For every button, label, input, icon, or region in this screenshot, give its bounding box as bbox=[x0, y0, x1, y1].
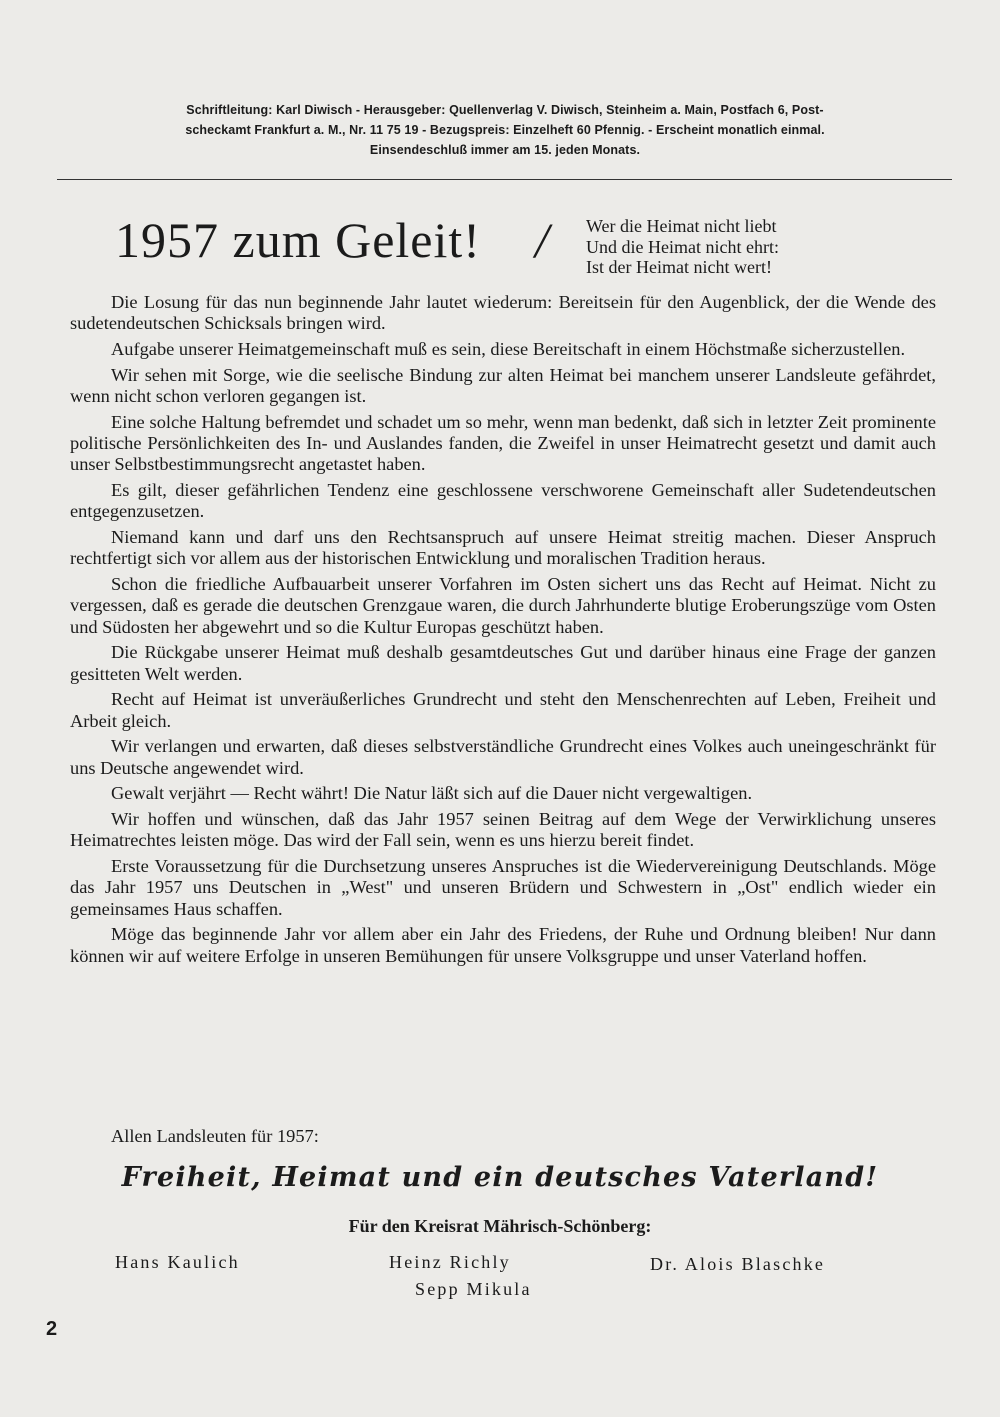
council-heading: Für den Kreisrat Mährisch-Schönberg: bbox=[348, 1216, 652, 1236]
signatory-name: Sepp Mikula bbox=[415, 1279, 532, 1299]
masthead-imprint bbox=[60, 100, 950, 160]
motto-line: Ist der Heimat nicht wert! bbox=[586, 257, 772, 277]
body-paragraph: Schon die friedliche Aufbauarbeit unserer Vorfahren im Osten sichert uns das Recht auf Heimat. Nicht zu vergessen, daß es gerade die deutschen Grenzgaue waren, die durch Jahrhunderte blutige Eroberungszüge vom Osten und Südosten her abgewehrt und so die Kultur Europas geschützt haben. bbox=[70, 574, 936, 637]
page-number: 2 bbox=[46, 1318, 58, 1340]
body-paragraph: Wir sehen mit Sorge, wie die seelische Bindung zur alten Heimat bei manchem unserer Landsleute gefährdet, wenn nicht schon verloren gegangen ist. bbox=[70, 364, 936, 406]
article-body bbox=[70, 292, 936, 971]
masthead-line: Schriftleitung: Karl Diwisch - Herausgeber: Quellenverlag V. Diwisch, Steinheim a. Main, Postfach 6, Post- bbox=[186, 103, 824, 117]
body-paragraph: Es gilt, dieser gefährlichen Tendenz eine geschlossene verschworene Gemeinschaft aller Sudetendeutschen entgegenzusetzen. bbox=[70, 480, 936, 522]
signatory-name: Heinz Richly bbox=[389, 1252, 511, 1272]
slogan-blackletter: Freiheit, Heimat und ein deutsches Vaterland! bbox=[121, 1162, 879, 1193]
body-paragraph: Die Rückgabe unserer Heimat muß deshalb gesamtdeutsches Gut und darüber hinaus eine Frage der ganzen gesitteten Welt werden. bbox=[70, 642, 936, 684]
title-separator: / bbox=[535, 212, 549, 268]
signatory-name: Hans Kaulich bbox=[115, 1252, 240, 1272]
body-paragraph: Erste Voraussetzung für die Durchsetzung unseres Anspruches ist die Wiedervereinigung Deutschlands. Möge das Jahr 1957 uns Deutschen in „West" und unseren Brüdern und Schwestern in „Ost" endlich wieder ein gemeinsames Haus schaffen. bbox=[70, 856, 936, 919]
masthead-line: scheckamt Frankfurt a. M., Nr. 11 75 19 - Bezugspreis: Einzelheft 60 Pfennig. - Erscheint monatlich einmal. bbox=[185, 123, 825, 137]
motto-line: Wer die Heimat nicht liebt bbox=[586, 216, 777, 236]
greeting-line: Allen Landsleuten für 1957: bbox=[111, 1126, 319, 1146]
body-paragraph: Wir hoffen und wünschen, daß das Jahr 1957 seinen Beitrag auf dem Wege der Verwirklichung unseres Heimatrechtes leisten möge. Das wird der Fall sein, wenn es uns hierzu bereit findet. bbox=[70, 809, 936, 851]
body-paragraph: Eine solche Haltung befremdet und schadet um so mehr, wenn man bedenkt, daß sich in letzter Zeit prominente politische Persönlichkeiten des In- und Auslandes fanden, die Zweifel in unser Heimatrecht gesetzt und damit auch unser Selbstbestimmungsrecht angetastet haben. bbox=[70, 411, 936, 475]
body-paragraph: Niemand kann und darf uns den Rechtsanspruch auf unsere Heimat streitig machen. Dieser Anspruch rechtfertigt sich vor allem aus der historischen Entwicklung und moralischen Tradition heraus. bbox=[70, 527, 936, 569]
body-paragraph: Recht auf Heimat ist unveräußerliches Grundrecht und steht den Menschenrechten auf Leben, Freiheit und Arbeit gleich. bbox=[70, 689, 936, 731]
body-paragraph: Die Losung für das nun beginnende Jahr lautet wiederum: Bereitsein für den Augenblick, der die Wende des sudetendeutschen Schicksals bringen wird. bbox=[70, 292, 936, 334]
header-divider bbox=[57, 179, 952, 180]
signatory-name: Dr. Alois Blaschke bbox=[650, 1254, 826, 1274]
body-paragraph: Gewalt verjährt — Recht währt! Die Natur läßt sich auf die Dauer nicht vergewaltigen. bbox=[111, 783, 753, 804]
body-paragraph: Möge das beginnende Jahr vor allem aber ein Jahr des Friedens, der Ruhe und Ordnung bleiben! Nur dann können wir auf weitere Erfolge in unseren Bemühungen für unsere Volksgruppe und unser Vaterland hoffen. bbox=[70, 924, 936, 966]
masthead-line: Einsendeschluß immer am 15. jeden Monats. bbox=[369, 143, 641, 157]
body-paragraph: Aufgabe unserer Heimatgemeinschaft muß es sein, diese Bereitschaft in einem Höchstmaße sicherzustellen. bbox=[111, 339, 906, 359]
motto-verse bbox=[586, 216, 779, 278]
article-title: 1957 zum Geleit! bbox=[115, 212, 481, 268]
body-paragraph: Wir verlangen und erwarten, daß dieses selbstverständliche Grundrecht eines Volkes auch uneingeschränkt für uns Deutsche angewendet wird. bbox=[70, 736, 936, 778]
motto-line: Und die Heimat nicht ehrt: bbox=[586, 236, 779, 257]
